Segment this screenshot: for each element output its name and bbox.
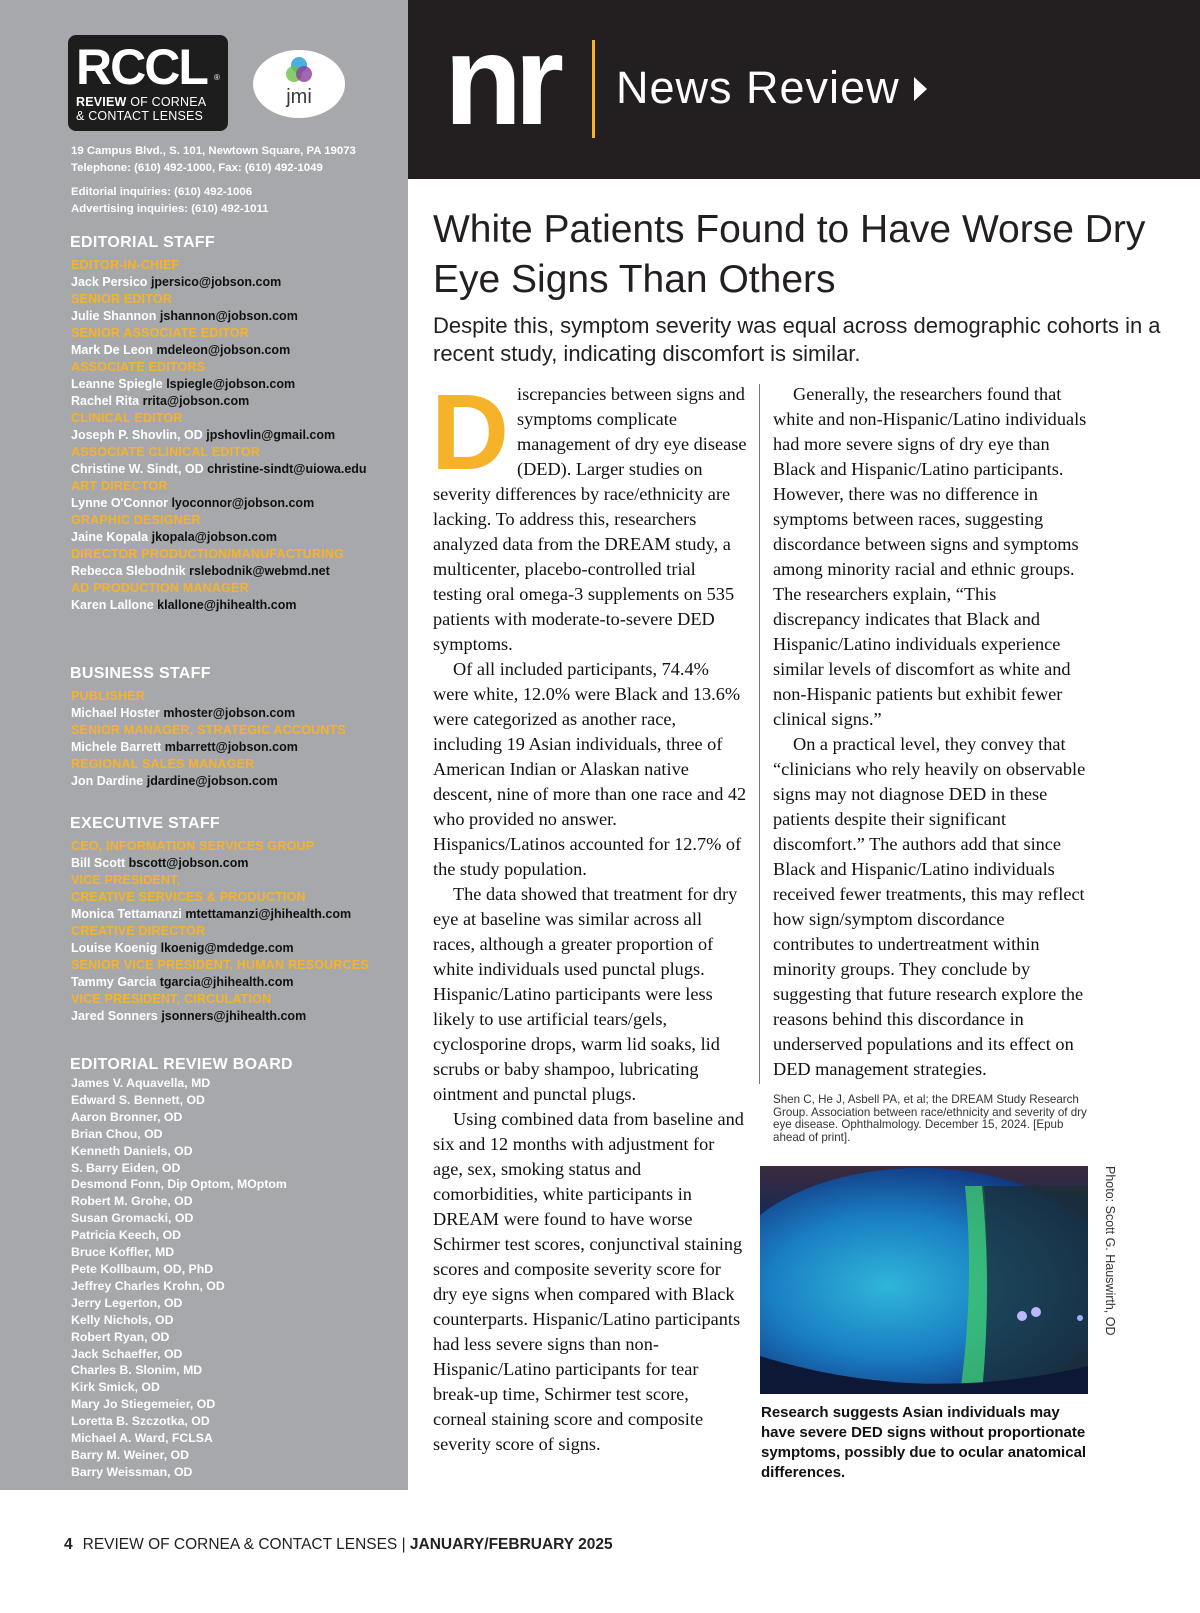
staff-role: SENIOR EDITOR <box>71 292 172 306</box>
staff-member <box>71 495 401 512</box>
staff-name: Michele Barrett <box>71 740 162 754</box>
staff-role: PUBLISHER <box>71 689 146 703</box>
staff-member <box>71 529 401 546</box>
staff-email-link[interactable]: rslebodnik@webmd.net <box>189 564 330 578</box>
page-footer <box>64 1536 613 1554</box>
photo-credit: Photo: Scott G. Hauswirth, OD <box>1103 1166 1117 1336</box>
staff-email-link[interactable]: rrita@jobson.com <box>142 394 250 408</box>
staff-name: Bill Scott <box>71 856 126 870</box>
staff-email-link[interactable]: mdeleon@jobson.com <box>156 343 291 357</box>
staff-email-link[interactable]: lyoconnor@jobson.com <box>171 496 315 510</box>
staff-email-link[interactable]: tgarcia@jhihealth.com <box>159 975 294 989</box>
board-member: Robert Ryan, OD <box>71 1329 170 1344</box>
jmi-logo-text: jmi <box>286 86 312 108</box>
staff-role: VICE PRESIDENT, <box>71 873 181 887</box>
body-paragraph: Using combined data from baseline and six and 12 months with adjustment for age, sex, smoking status and comorbidities, white participants in DREAM were found to have worse Schirmer test scores, conjunctival staining scores and composite severity score for dry eye signs when compared with Black counterparts. Hispanic/Latino participants had less severe signs than non-Hispanic/Latino participants for tear break-up time, Schirmer test score, corneal staining score and composite severity score of signs. <box>433 1109 744 1454</box>
staff-email-link[interactable]: lkoenig@mdedge.com <box>160 941 294 955</box>
page-number: 4 <box>64 1536 73 1553</box>
body-paragraph: Generally, the researchers found that white and non-Hispanic/Latino individuals had more severe signs of dry eye than Black and Hispanic/Latino participants. However, there was no difference in symptoms between races, suggesting discordance between signs and symptoms among minority racial and ethnic groups. The researchers explain, “This discrepancy indicates that Black and Hispanic/Latino individuals experience similar levels of discomfort as white and non-Hispanic patients but exhibit fewer clinical signs.” <box>773 384 1087 729</box>
editorial-staff-title: EDITORIAL STAFF <box>70 234 215 251</box>
staff-name: Michael Hoster <box>71 706 160 720</box>
play-arrow-icon <box>914 77 927 101</box>
staff-role: VICE PRESIDENT, CIRCULATION <box>71 992 272 1006</box>
staff-email-link[interactable]: christine-sindt@uiowa.edu <box>207 462 367 476</box>
staff-name: Leanne Spiegle <box>71 377 163 391</box>
board-member: Loretta B. Szczotka, OD <box>71 1414 210 1429</box>
staff-member <box>71 393 401 410</box>
staff-role: SENIOR VICE PRESIDENT, HUMAN RESOURCES <box>71 958 369 972</box>
publication-name: REVIEW OF CORNEA & CONTACT LENSES <box>82 1536 398 1553</box>
board-member: Desmond Fonn, Dip Optom, MOptom <box>71 1177 287 1192</box>
staff-member <box>71 705 401 722</box>
photo-caption: Research suggests Asian individuals may have severe DED signs without proportionate symptoms, possibly due to ocular anatomical differences. <box>761 1404 1087 1481</box>
board-member: Brian Chou, OD <box>71 1126 163 1141</box>
board-member: Barry Weissman, OD <box>71 1464 193 1479</box>
section-header <box>408 0 1200 179</box>
advertising-inquiries: Advertising inquiries: (610) 492-1011 <box>71 203 269 215</box>
staff-role: CLINICAL EDITOR <box>71 411 183 425</box>
eye-photo <box>760 1166 1088 1394</box>
article-deck: Despite this, symptom severity was equal across demographic cohorts in a recent study, indicating discomfort is similar. <box>433 313 1161 366</box>
board-member: Kenneth Daniels, OD <box>71 1143 193 1158</box>
board-member: Susan Gromacki, OD <box>71 1211 194 1226</box>
staff-member <box>71 342 401 359</box>
staff-name: Rebecca Slebodnik <box>71 564 186 578</box>
staff-email-link[interactable]: bscott@jobson.com <box>128 856 249 870</box>
body-paragraph: iscrepancies between signs and symptoms complicate management of dry eye disease (DED). Larger studies on severity differences by race/ethnicity are lacking. To address this, researchers analyzed data from the DREAM study, a multicenter, placebo-controlled trial testing oral omega-3 supplements on 535 patients with moderate-to-severe DED symptoms. <box>433 384 747 654</box>
staff-email-link[interactable]: lspiegle@jobson.com <box>166 377 296 391</box>
logo-subtitle: REVIEW OF CORNEA & CONTACT LENSES <box>76 95 207 123</box>
board-member: Aaron Bronner, OD <box>71 1109 183 1124</box>
board-member: S. Barry Eiden, OD <box>71 1160 181 1175</box>
masthead-sidebar <box>0 0 408 1490</box>
rccl-logo <box>68 35 228 131</box>
address-block <box>71 143 356 177</box>
board-member: Jerry Legerton, OD <box>71 1295 183 1310</box>
staff-member <box>71 308 401 325</box>
staff-member <box>71 1008 401 1025</box>
inquiries-block <box>71 184 269 218</box>
footer-separator: | <box>397 1536 410 1553</box>
staff-name: Julie Shannon <box>71 309 157 323</box>
staff-name: Jaine Kopala <box>71 530 149 544</box>
staff-member <box>71 773 401 790</box>
logo-rccl-text: RCCL <box>76 39 207 95</box>
staff-member <box>71 274 401 291</box>
header-divider <box>592 40 595 138</box>
body-paragraph: On a practical level, they convey that “clinicians who rely heavily on observable signs may not diagnose DED in these patients despite their significant discomfort.” The authors add that since Black and Hispanic/Latino individuals received fewer treatments, this may reflect how sign/symptom discordance contributes to undertreatment within minority groups. They conclude by suggesting that future research explore the reasons behind this discordance in underserved populations and its effect on DED management strategies. <box>773 734 1086 1079</box>
board-member: Kirk Smick, OD <box>71 1380 160 1395</box>
staff-email-link[interactable]: jshannon@jobson.com <box>159 309 298 323</box>
citation: Shen C, He J, Asbell PA, et al; the DREAM Study Research Group. Association between race/ethnicity and severity of dry eye disease. Ophthalmology. December 15, 2024. [Epub ahead of print]. <box>773 1093 1087 1144</box>
editorial-inquiries: Editorial inquiries: (610) 492-1006 <box>71 186 253 198</box>
staff-name: Jon Dardine <box>71 774 144 788</box>
staff-name: Christine W. Sindt, OD <box>71 462 204 476</box>
staff-email-link[interactable]: mhoster@jobson.com <box>163 706 296 720</box>
staff-member <box>71 739 401 756</box>
business-staff-list <box>71 688 401 790</box>
executive-staff-list <box>71 838 401 1025</box>
staff-name: Jack Persico <box>71 275 148 289</box>
staff-role: EDITOR-IN-CHIEF <box>71 258 180 272</box>
staff-email-link[interactable]: mtettamanzi@jhihealth.com <box>185 907 352 921</box>
article-column-2 <box>773 382 1087 1082</box>
staff-member <box>71 906 401 923</box>
jmi-circles-icon <box>283 55 315 87</box>
staff-name: Rachel Rita <box>71 394 140 408</box>
staff-email-link[interactable]: jsonners@jhihealth.com <box>161 1009 307 1023</box>
staff-role: ASSOCIATE EDITORS <box>71 360 206 374</box>
board-member: Patricia Keech, OD <box>71 1228 182 1243</box>
board-member: Kelly Nichols, OD <box>71 1312 174 1327</box>
staff-email-link[interactable]: mbarrett@jobson.com <box>164 740 298 754</box>
logo-registered-mark: ® <box>214 73 220 82</box>
staff-email-link[interactable]: jkopala@jobson.com <box>151 530 278 544</box>
staff-email-link[interactable]: jpshovlin@gmail.com <box>206 428 336 442</box>
staff-role: ART DIRECTOR <box>71 479 168 493</box>
editorial-staff-list <box>71 257 401 614</box>
executive-staff-title: EXECUTIVE STAFF <box>70 815 220 832</box>
staff-role: SENIOR MANAGER, STRATEGIC ACCOUNTS <box>71 723 346 737</box>
staff-name: Louise Koenig <box>71 941 158 955</box>
board-member: Mary Jo Stiegemeier, OD <box>71 1397 216 1412</box>
article-headline: White Patients Found to Have Worse Dry Eye Signs Than Others <box>433 208 1146 301</box>
staff-role: AD PRODUCTION MANAGER <box>71 581 249 595</box>
board-member: Charles B. Slonim, MD <box>71 1363 203 1378</box>
staff-name: Monica Tettamanzi <box>71 907 182 921</box>
staff-member <box>71 376 401 393</box>
staff-role: REGIONAL SALES MANAGER <box>71 757 255 771</box>
staff-member <box>71 940 401 957</box>
board-member: Michael A. Ward, FCLSA <box>71 1431 213 1446</box>
review-board-list <box>71 1075 287 1481</box>
staff-role: DIRECTOR PRODUCTION/MANUFACTURING <box>71 547 345 561</box>
article-column-1 <box>431 371 747 1457</box>
issue-date: JANUARY/FEBRUARY 2025 <box>409 1536 613 1553</box>
staff-role: CREATIVE SERVICES & PRODUCTION <box>71 890 306 904</box>
staff-name: Karen Lallone <box>71 598 154 612</box>
staff-member <box>71 597 401 614</box>
board-member: Edward S. Bennett, OD <box>71 1092 205 1107</box>
staff-name: Jared Sonners <box>71 1009 158 1023</box>
staff-member <box>71 461 401 478</box>
board-member: Jeffrey Charles Krohn, OD <box>71 1278 225 1293</box>
staff-member <box>71 855 401 872</box>
column-divider <box>759 384 760 1084</box>
body-paragraph: The data showed that treatment for dry eye at baseline was similar across all races, although a greater proportion of white individuals used punctal plugs. Hispanic/Latino participants were less likely to use artificial tears/gels, cyclosporine drops, warm lid soaks, lid scrubs or baby shampoo, lubricating ointment and punctal plugs. <box>433 884 738 1104</box>
staff-name: Lynne O'Connor <box>71 496 168 510</box>
board-member: Bruce Koffler, MD <box>71 1245 175 1260</box>
address-line: 19 Campus Blvd., S. 101, Newtown Square, PA 19073 <box>71 145 356 157</box>
staff-member <box>71 427 401 444</box>
board-member: James V. Aquavella, MD <box>71 1076 211 1090</box>
staff-role: GRAPHIC DESIGNER <box>71 513 201 527</box>
staff-role: CREATIVE DIRECTOR <box>71 924 206 938</box>
eye-photo-image <box>760 1166 1088 1394</box>
business-staff-title: BUSINESS STAFF <box>70 665 211 682</box>
nr-logo: nr <box>444 9 556 152</box>
board-member: Pete Kollbaum, OD, PhD <box>71 1261 214 1276</box>
staff-name: Mark De Leon <box>71 343 153 357</box>
staff-email-link[interactable]: jdardine@jobson.com <box>146 774 278 788</box>
telephone-line: Telephone: (610) 492-1000, Fax: (610) 492-1049 <box>71 162 323 174</box>
staff-role: ASSOCIATE CLINICAL EDITOR <box>71 445 261 459</box>
board-member: Jack Schaeffer, OD <box>71 1346 183 1361</box>
staff-member <box>71 563 401 580</box>
staff-email-link[interactable]: klallone@jhihealth.com <box>157 598 297 612</box>
body-paragraph: Of all included participants, 74.4% were white, 12.0% were Black and 13.6% were categorized as another race, including 19 Asian individuals, three of American Indian or Alaskan native descent, nine of more than one race and 42 who provided no answer. Hispanics/Latinos accounted for 12.7% of the study population. <box>433 659 747 879</box>
staff-role: CEO, INFORMATION SERVICES GROUP <box>71 839 315 853</box>
review-board-title: EDITORIAL REVIEW BOARD <box>70 1056 293 1073</box>
drop-cap: D <box>431 371 509 492</box>
section-title: News Review <box>616 62 900 113</box>
board-member: Robert M. Grohe, OD <box>71 1194 193 1209</box>
staff-role: SENIOR ASSOCIATE EDITOR <box>71 326 250 340</box>
staff-member <box>71 974 401 991</box>
board-member: Barry M. Weiner, OD <box>71 1447 189 1462</box>
staff-name: Tammy Garcia <box>71 975 157 989</box>
staff-name: Joseph P. Shovlin, OD <box>71 428 203 442</box>
jmi-logo <box>253 50 345 118</box>
staff-email-link[interactable]: jpersico@jobson.com <box>150 275 282 289</box>
